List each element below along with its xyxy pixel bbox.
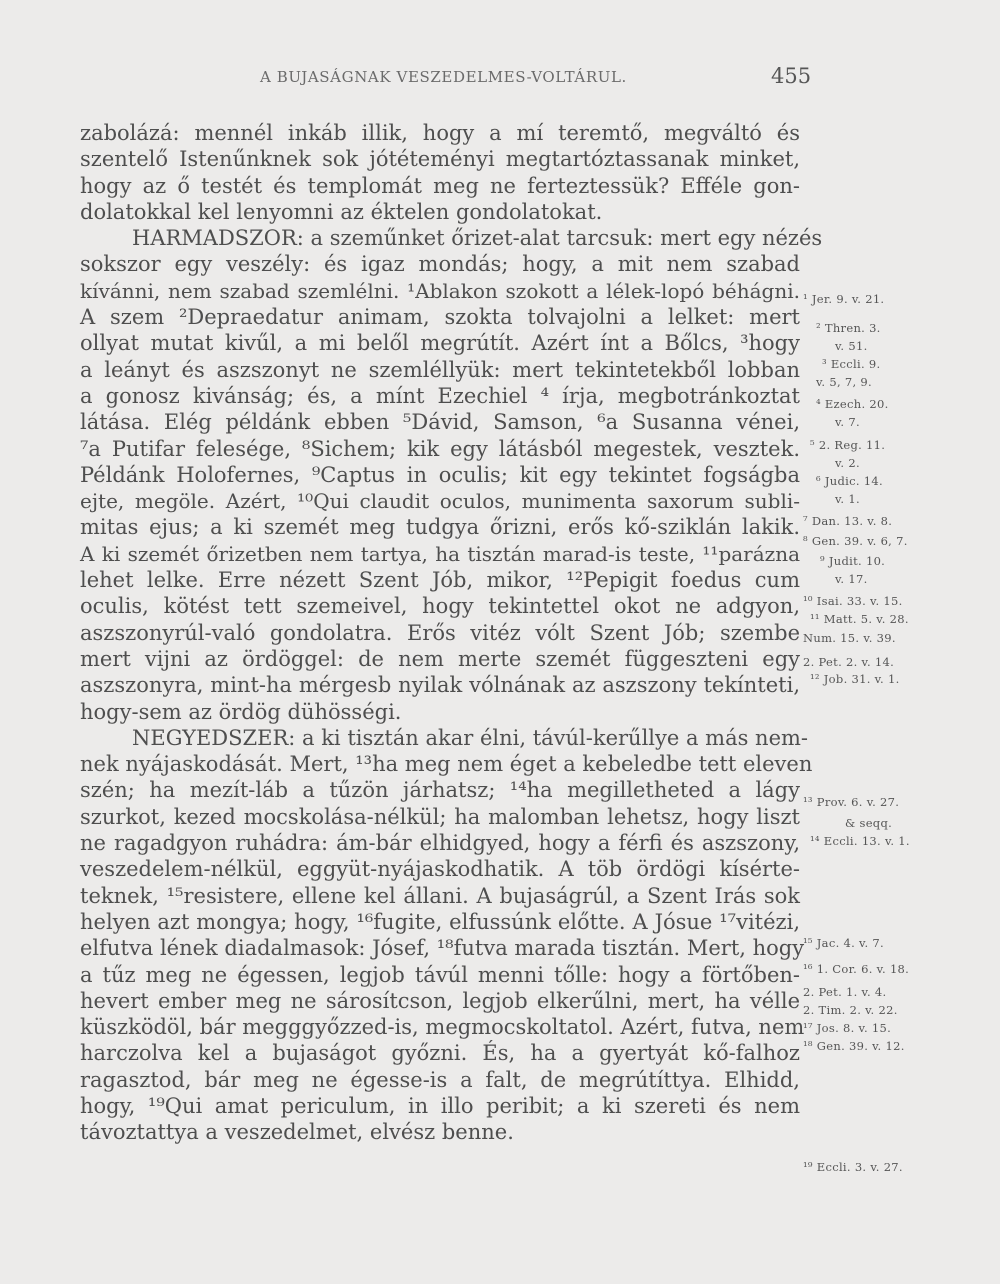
text-line: látása. Elég példánk ebben ⁵Dávid, Samson, ⁶a Susanna vénei, (80, 410, 800, 435)
text-line: nek nyájaskodását. Mert, ¹³ha meg nem éget a kebeledbe tett eleven (80, 752, 813, 777)
text-line: a gonosz kivánság; és, a mínt Ezechiel ⁴ írja, megbotránkoztat (80, 383, 800, 408)
margin-note: v. 51. (835, 339, 868, 353)
text-line: A szem ²Depraedatur animam, szokta tolvajolni a lelket: mert (80, 305, 800, 330)
text-line: hogy, ¹⁹Qui amat periculum, in illo peribit; a ki szereti és nem (80, 1093, 800, 1118)
margin-note: ¹² Job. 31. v. 1. (810, 672, 900, 686)
text-line: a leányt és aszszonyt ne szemléllyük: mert tekintetekből lobban (80, 357, 800, 382)
text-line: teknek, ¹⁵resistere, ellene kel állani. A bujaságrúl, a Szent Irás sok (80, 883, 800, 908)
margin-note: ¹⁵ Jac. 4. v. 7. (803, 936, 884, 950)
margin-note: ¹⁰ Isai. 33. v. 15. (803, 594, 903, 608)
text-line: NEGYEDSZER: a ki tisztán akar élni, távúl-kerűllye a más nem- (132, 725, 809, 750)
text-line: mitas ejus; a ki szemét meg tudgya őrizni, erős kő-sziklán lakik. (80, 515, 800, 540)
text-line: veszedelem-nélkül, eggyüt-nyájaskodhatik. A töb ördögi kísérte- (80, 857, 800, 882)
text-line: dolatokkal kel lenyomni az éktelen gondolatokat. (80, 199, 603, 224)
text-line: kívánni, nem szabad szemlélni. ¹Ablakon szokott a lélek-lopó béhágni. (80, 278, 800, 303)
margin-note: ¹⁹ Eccli. 3. v. 27. (803, 1160, 903, 1174)
margin-note: 2. Pet. 1. v. 4. (803, 985, 887, 999)
margin-note: ¹⁸ Gen. 39. v. 12. (803, 1039, 905, 1053)
text-line: aszszonyrúl-való gondolatra. Erős vitéz vólt Szent Jób; szembe (80, 620, 800, 645)
margin-note: v. 2. (835, 456, 860, 470)
margin-note: ¹ Jer. 9. v. 21. (803, 292, 885, 306)
text-line: helyen azt mongya; hogy, ¹⁶fugite, elfussúnk előtte. A Jósue ¹⁷vitézi, (80, 909, 800, 934)
margin-note: ² Thren. 3. (816, 321, 881, 335)
text-line: lehet lelke. Erre nézett Szent Jób, mikor, ¹²Pepigit foedus cum (80, 568, 800, 593)
text-line: távoztattya a veszedelmet, elvész benne. (80, 1120, 514, 1145)
margin-note: ¹³ Prov. 6. v. 27. (803, 795, 900, 809)
text-line: mert vijni az ördöggel: de nem merte szemét függeszteni egy (80, 646, 800, 671)
margin-note: ⁸ Gen. 39. v. 6, 7. (803, 534, 908, 548)
text-line: hevert ember meg ne sárosítcson, legjob elkerűlni, mert, ha vélle (80, 988, 800, 1013)
margin-note: v. 17. (835, 572, 868, 586)
text-line: szurkot, kezed mocskolása-nélkül; ha malomban lehetsz, hogy liszt (80, 804, 800, 829)
page-number: 455 (771, 64, 812, 88)
text-line: Példánk Holofernes, ⁹Captus in oculis; kit egy tekintet fogságba (80, 462, 800, 487)
margin-note: ¹⁴ Eccli. 13. v. 1. (810, 834, 910, 848)
text-line: zabolázá: mennél inkáb illik, hogy a mí teremtő, megváltó és (80, 121, 800, 145)
margin-note: ¹¹ Matt. 5. v. 28. (810, 612, 909, 626)
text-line: ne ragadgyon ruhádra: ám-bár elhidgyed, hogy a férfi és aszszony, (80, 831, 800, 856)
text-line: szentelő Istenűnknek sok jótéteményi megtartóztassanak minket, (80, 147, 800, 172)
body-text (80, 120, 823, 1146)
margin-note: Num. 15. v. 39. (803, 631, 896, 645)
margin-note: ⁹ Judit. 10. (820, 554, 886, 568)
margin-note: v. 5, 7, 9. (816, 375, 872, 389)
text-line: harczolva kel a bujaságot győzni. És, ha a gyertyát kő-falhoz (80, 1041, 800, 1066)
text-line: A ki szemét őrizetben nem tartya, ha tisztán marad-is teste, ¹¹parázna (80, 541, 800, 566)
text-line: hogy az ő testét és templomát meg ne ferteztessük? Efféle gon- (80, 173, 800, 198)
text-line: ⁷a Putifar felesége, ⁸Sichem; kik egy látásból megestek, vesztek. (80, 436, 800, 461)
running-head: A BUJASÁGNAK VESZEDELMES-VOLTÁRUL. (260, 68, 627, 86)
text-line: aszszonyra, mint-ha mérgesb nyilak vólnának az aszszony tekínteti, (80, 673, 800, 698)
text-line: szén; ha mezít-láb a tűzön járhatsz; ¹⁴ha megilletheted a lágy (80, 778, 800, 803)
text-line: a tűz meg ne égessen, legjob távúl menni tőlle: hogy a förtőben- (80, 962, 800, 987)
text-line: ollyat mutat kivűl, a mi belől megrútít. Azért ínt a Bőlcs, ³hogy (80, 331, 800, 356)
margin-note: ⁶ Judic. 14. (816, 474, 883, 488)
text-line: ragasztod, bár meg ne égesse-is a falt, de megrútíttya. Elhidd, (80, 1067, 800, 1092)
text-line: hogy-sem az ördög dühösségi. (80, 699, 402, 724)
margin-note: ³ Eccli. 9. (822, 357, 881, 371)
text-line: oculis, kötést tett szemeivel, hogy tekintettel okot ne adgyon, (80, 594, 800, 619)
margin-note: ⁷ Dan. 13. v. 8. (803, 514, 893, 528)
text-line: elfutva lének diadalmasok: Jósef, ¹⁸futva marada tisztán. Mert, hogy (80, 936, 805, 961)
text-line: HARMADSZOR: a szeműnket őrizet-alat tarcsuk: mert egy nézés (132, 226, 823, 251)
text-line: küszködöl, bár megggyőzzed-is, megmocskoltatol. Azért, futva, nem (80, 1015, 805, 1040)
margin-note: ⁴ Ezech. 20. (816, 397, 889, 411)
text-line: sokszor egy veszély: és igaz mondás; hogy, a mit nem szabad (80, 252, 800, 277)
margin-note: ⁵ 2. Reg. 11. (810, 438, 886, 452)
margin-note: 2. Pet. 2. v. 14. (803, 655, 895, 669)
text-line: ejte, megöle. Azért, ¹⁰Qui claudit oculos, munimenta saxorum subli- (80, 489, 800, 514)
margin-note: & seqq. (845, 816, 893, 830)
margin-note: ¹⁶ 1. Cor. 6. v. 18. (803, 962, 910, 976)
margin-note: 2. Tim. 2. v. 22. (803, 1003, 898, 1017)
margin-note: v. 1. (835, 492, 860, 506)
margin-note: ¹⁷ Jos. 8. v. 15. (803, 1021, 892, 1035)
margin-note: v. 7. (835, 415, 860, 429)
